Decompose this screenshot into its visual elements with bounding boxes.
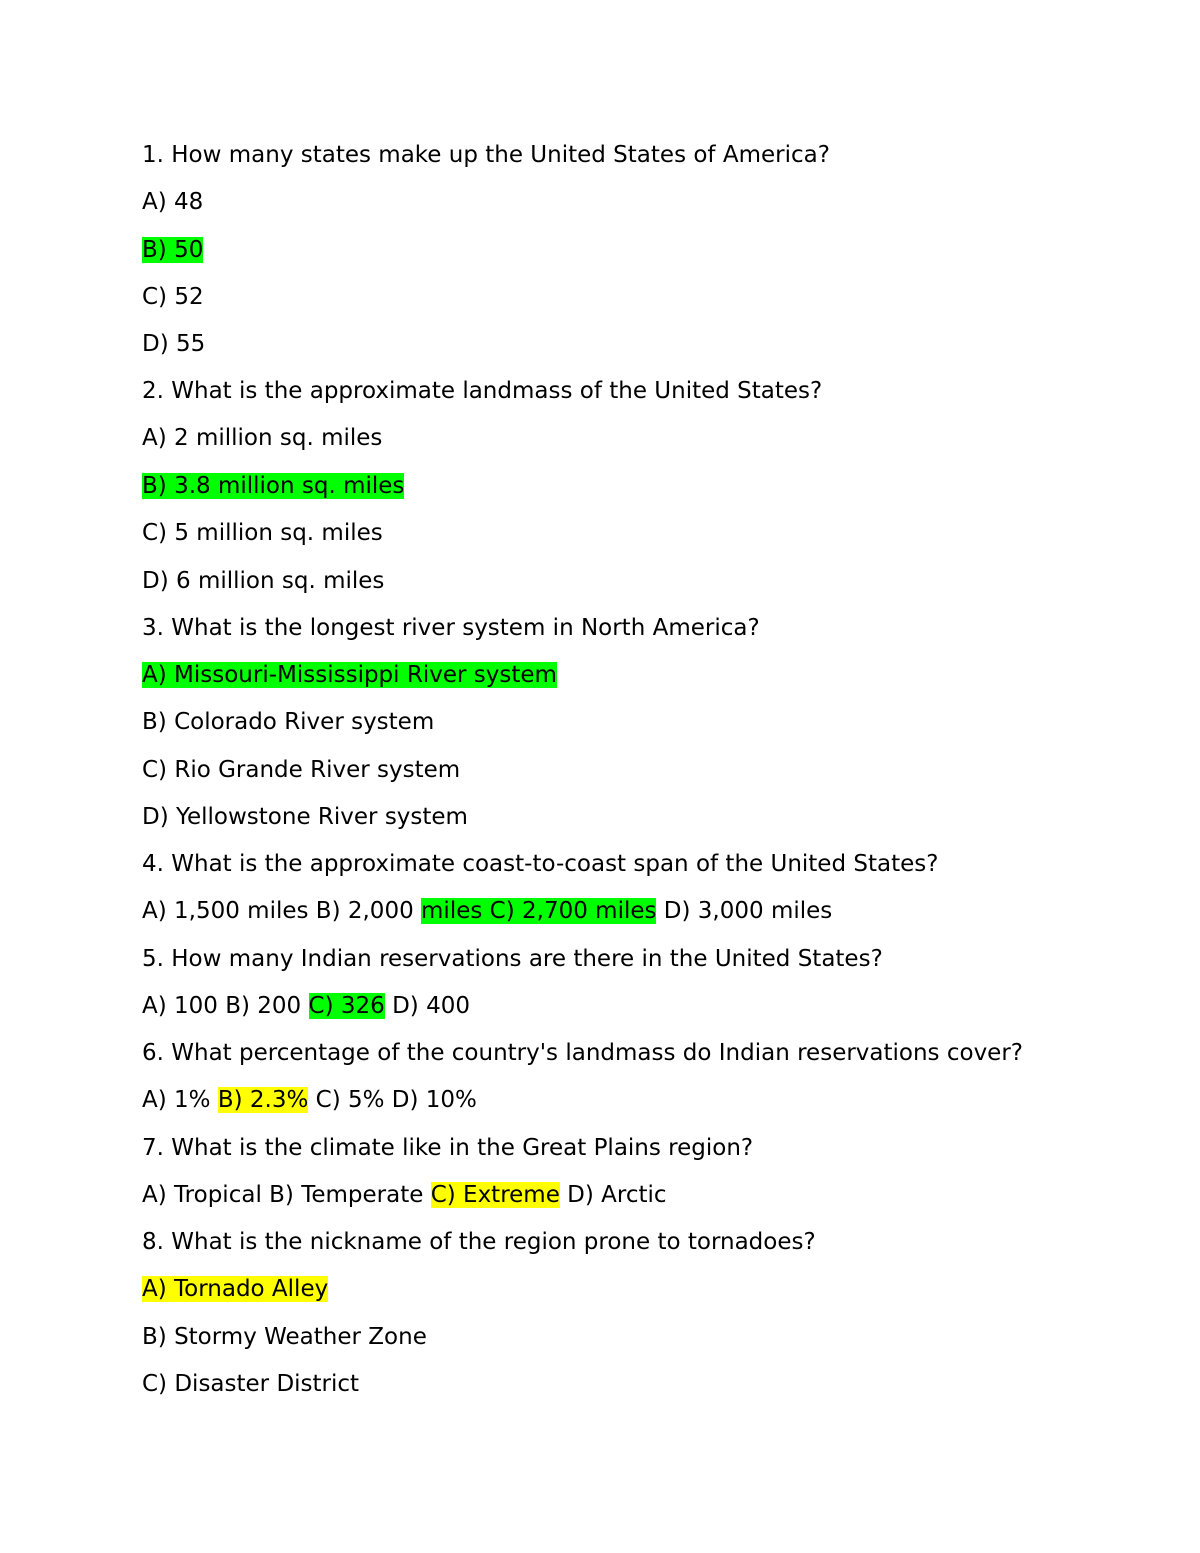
answer-text: B) Colorado River system	[142, 709, 435, 735]
answer-line-q2-a	[142, 423, 382, 453]
answer-text: C) Disaster District	[142, 1371, 360, 1397]
question-7	[142, 1133, 753, 1163]
answer-line-q3-c	[142, 755, 460, 785]
highlighted-answer: C) 326	[308, 993, 385, 1019]
highlighted-answer: C) Extreme	[430, 1182, 560, 1208]
answer-text: D) 3,000 miles	[656, 898, 833, 924]
answer-text: D) 55	[142, 331, 206, 357]
answer-text: B) Stormy Weather Zone	[142, 1324, 427, 1350]
answer-line-q1-d	[142, 329, 205, 359]
answer-text: A) Tropical B) Temperate	[142, 1182, 431, 1208]
answer-text: D) 6 million sq. miles	[142, 568, 385, 594]
answer-text: A) 48	[142, 189, 204, 215]
answer-text: 6. What percentage of the country's landmass do Indian reservations cover?	[142, 1040, 1023, 1066]
question-2	[142, 376, 822, 406]
answer-text: 1. How many states make up the United States of America?	[142, 142, 830, 168]
highlighted-answer: miles C) 2,700 miles	[421, 898, 657, 924]
answer-text: C) 52	[142, 284, 204, 310]
question-6	[142, 1038, 1023, 1068]
answer-line-q8-a	[142, 1274, 328, 1304]
answer-text: 8. What is the nickname of the region prone to tornadoes?	[142, 1229, 816, 1255]
answer-text: C) 5 million sq. miles	[142, 520, 383, 546]
answer-line-q2-d	[142, 566, 384, 596]
answer-line-q2-c	[142, 518, 383, 548]
question-5	[142, 944, 883, 974]
answer-text: A) 1,500 miles B) 2,000	[142, 898, 422, 924]
question-8	[142, 1227, 816, 1257]
highlighted-answer: A) Missouri-Mississippi River system	[142, 662, 557, 688]
answer-line-q3-b	[142, 707, 434, 737]
answer-line-q8-b	[142, 1322, 427, 1352]
answer-line-q1-c	[142, 282, 204, 312]
answer-text: D) 400	[384, 993, 470, 1019]
answer-text: C) Rio Grande River system	[142, 757, 461, 783]
answer-text: D) Arctic	[559, 1182, 667, 1208]
answer-line-q3-d	[142, 802, 468, 832]
question-4	[142, 849, 938, 879]
highlighted-answer: B) 2.3%	[217, 1087, 309, 1113]
highlighted-answer: B) 50	[142, 237, 204, 263]
answer-text: 7. What is the climate like in the Great Plains region?	[142, 1135, 754, 1161]
question-1	[142, 140, 830, 170]
highlighted-answer: A) Tornado Alley	[142, 1276, 329, 1302]
answer-text: D) Yellowstone River system	[142, 804, 468, 830]
answer-line-q3-a	[142, 660, 557, 690]
answer-text: C) 5% D) 10%	[308, 1087, 477, 1113]
answer-line-q2-b	[142, 471, 404, 501]
answer-text: 2. What is the approximate landmass of the United States?	[142, 378, 823, 404]
answer-line-q4-options	[142, 896, 832, 926]
question-3	[142, 613, 760, 643]
answer-line-q1-a	[142, 187, 203, 217]
answer-line-q5-options	[142, 991, 470, 1021]
highlighted-answer: B) 3.8 million sq. miles	[142, 473, 405, 499]
answer-text: A) 2 million sq. miles	[142, 425, 383, 451]
answer-text: A) 1%	[142, 1087, 218, 1113]
answer-text: 5. How many Indian reservations are there in the United States?	[142, 946, 883, 972]
answer-line-q1-b	[142, 235, 203, 265]
answer-line-q6-options	[142, 1085, 477, 1115]
answer-line-q8-c	[142, 1369, 359, 1399]
answer-line-q7-options	[142, 1180, 667, 1210]
answer-text: A) 100 B) 200	[142, 993, 309, 1019]
answer-text: 3. What is the longest river system in North America?	[142, 615, 760, 641]
answer-text: 4. What is the approximate coast-to-coast span of the United States?	[142, 851, 939, 877]
